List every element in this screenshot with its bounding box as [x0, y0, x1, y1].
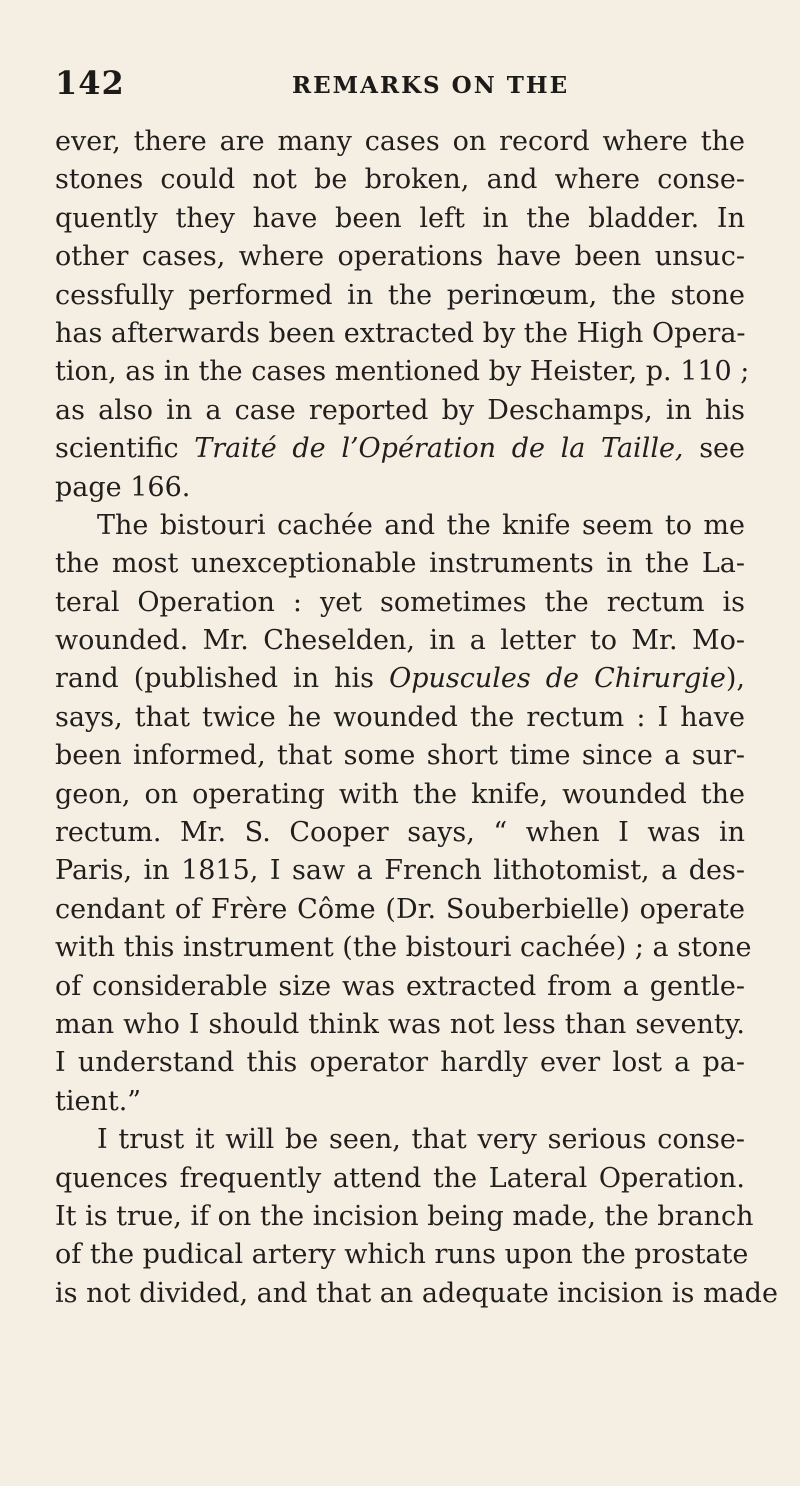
- text-line: It is true, if on the incision being made, the branch: [55, 1200, 754, 1232]
- text-line: tient.”: [55, 1085, 142, 1117]
- text-line: cessfully performed in the perinœum, the stone: [55, 279, 745, 311]
- text-line: is not divided, and that an adequate incision is made: [55, 1277, 778, 1309]
- italic-book-title: Opuscules de Chirurgie: [389, 663, 726, 695]
- paragraph-first-line: I trust it will be seen, that very serious conse-: [97, 1124, 745, 1156]
- text-line: other cases, where operations have been unsuc-: [55, 241, 745, 273]
- text-line: says, that twice he wounded the rectum : I have: [55, 701, 745, 733]
- text-line: tion, as in the cases mentioned by Heister, p. 110 ;: [55, 356, 750, 388]
- text-line: has afterwards been extracted by the High Opera-: [55, 317, 746, 349]
- text-line: the most unexceptionable instruments in the La-: [55, 548, 745, 580]
- paragraph-first-line: The bistouri cachée and the knife seem to me: [97, 509, 745, 541]
- text-line: quences frequently attend the Lateral Operation.: [55, 1162, 745, 1194]
- text-segment: scientific: [55, 433, 195, 465]
- italic-book-title: Traité de l’Opération de la Taille,: [194, 433, 684, 465]
- text-line-with-italic: [55, 660, 745, 698]
- body-text: [55, 123, 778, 1313]
- text-line: page 166.: [55, 471, 191, 503]
- text-line: Paris, in 1815, I saw a French lithotomist, a des-: [55, 855, 745, 887]
- text-line: ever, there are many cases on record where the: [55, 126, 745, 157]
- text-line: of the pudical artery which runs upon the prostate: [55, 1239, 749, 1271]
- text-line: stones could not be broken, and where conse-: [55, 164, 745, 196]
- text-line: been informed, that some short time since a sur-: [55, 740, 745, 772]
- text-line: teral Operation : yet sometimes the rectum is: [55, 586, 745, 618]
- text-segment: see: [683, 433, 746, 465]
- text-line: wounded. Mr. Cheselden, in a letter to Mr. Mo-: [55, 625, 745, 657]
- text-segment: ),: [725, 663, 746, 695]
- page-number: 142: [55, 64, 125, 102]
- text-line: as also in a case reported by Deschamps, in his: [55, 394, 745, 426]
- running-head: REMARKS ON THE: [292, 72, 570, 99]
- text-line: I understand this operator hardly ever lost a pa-: [55, 1047, 745, 1079]
- text-line-with-italic: [55, 430, 745, 468]
- text-line: rectum. Mr. S. Cooper says, “ when I was in: [55, 817, 745, 849]
- text-line: with this instrument (the bistouri cachée) ; a stone: [55, 932, 752, 964]
- text-line: of considerable size was extracted from a gentle-: [55, 970, 745, 1002]
- page-header: [55, 64, 745, 112]
- text-line: quently they have been left in the bladder. In: [55, 202, 745, 234]
- text-line: man who I should think was not less than seventy.: [55, 1008, 745, 1040]
- text-line: cendant of Frère Côme (Dr. Souberbielle) operate: [55, 893, 745, 925]
- text-line: geon, on operating with the knife, wounded the: [55, 778, 745, 810]
- text-segment: rand (published in his: [55, 663, 390, 695]
